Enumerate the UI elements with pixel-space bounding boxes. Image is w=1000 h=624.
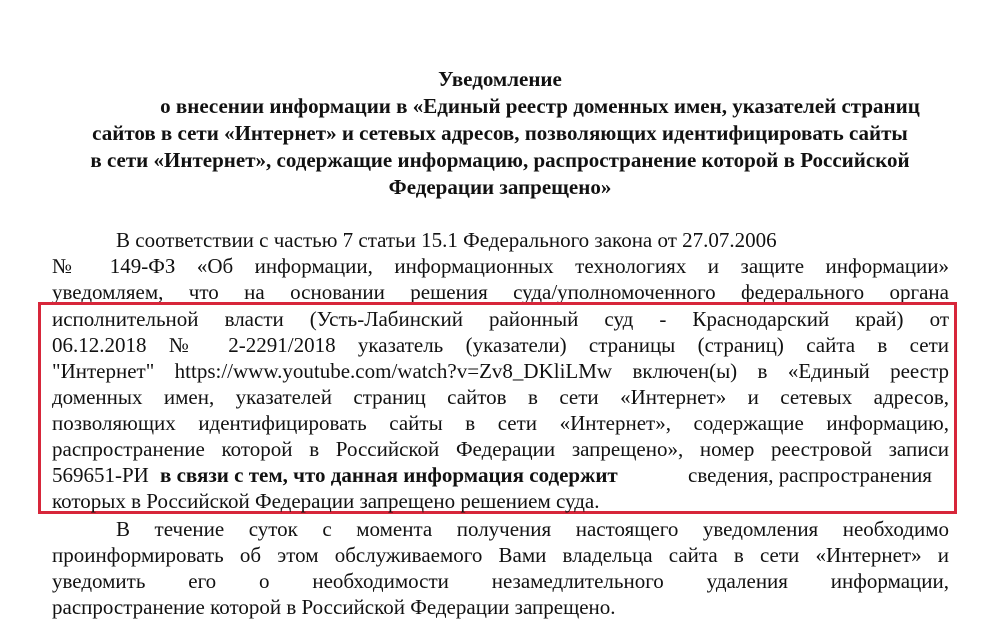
paragraph-2-line-2: проинформировать об этом обслуживаемого Вами владельца сайта в сети «Интернет» и [52, 543, 949, 567]
paragraph-1-line-5: 06.12.2018 № 2-2291/2018 указатель (указатели) страницы (страниц) сайта в сети [52, 333, 949, 357]
document-title: Уведомление [438, 67, 562, 91]
paragraph-2-line-1: В течение суток с момента получения настоящего уведомления необходимо [116, 517, 949, 541]
paragraph-2-line-4: распространение которой в Российской Федерации запрещено. [52, 595, 616, 619]
paragraph-1-line-4: исполнительной власти (Усть-Лабинский районный суд - Краснодарский край) от [52, 307, 949, 331]
title-line-4: в сети «Интернет», содержащие информацию, распространение которой в Российской [90, 148, 910, 172]
paragraph-1-line-10-end: сведения, распространения [688, 463, 932, 487]
paragraph-1-line-10-record-number: 569651-РИ [52, 463, 149, 487]
paragraph-1-line-11: которых в Российской Федерации запрещено решением суда. [52, 489, 600, 513]
title-line-2: о внесении информации в «Единый реестр доменных имен, указателей страниц [160, 94, 920, 118]
title-line-3: сайтов в сети «Интернет» и сетевых адресов, позволяющих идентифицировать сайты [92, 121, 908, 145]
paragraph-1-line-1: В соответствии с частью 7 статьи 15.1 Федерального закона от 27.07.2006 [116, 228, 777, 252]
paragraph-1-line-9: распространение которой в Российской Федерации запрещено», номер реестровой записи [52, 437, 949, 461]
title-line-5: Федерации запрещено» [388, 175, 612, 199]
paragraph-1-line-3: уведомляем, что на основании решения суда/уполномоченного федерального органа [52, 280, 949, 304]
paragraph-1-line-8: позволяющих идентифицировать сайты в сети «Интернет», содержащие информацию, [52, 411, 949, 435]
paragraph-2-line-3: уведомить его о необходимости незамедлительного удаления информации, [52, 569, 949, 593]
paragraph-1-line-7: доменных имен, указателей страниц сайтов в сети «Интернет» и сетевых адресов, [52, 385, 949, 409]
paragraph-1-line-2: № 149-ФЗ «Об информации, информационных технологиях и защите информации» [52, 254, 949, 278]
paragraph-1-line-6: "Интернет" https://www.youtube.com/watch?v=Zv8_DKliLMw включен(ы) в «Единый реестр [52, 359, 949, 383]
paragraph-1-line-10-bold: в связи с тем, что данная информация содержит [160, 463, 618, 487]
